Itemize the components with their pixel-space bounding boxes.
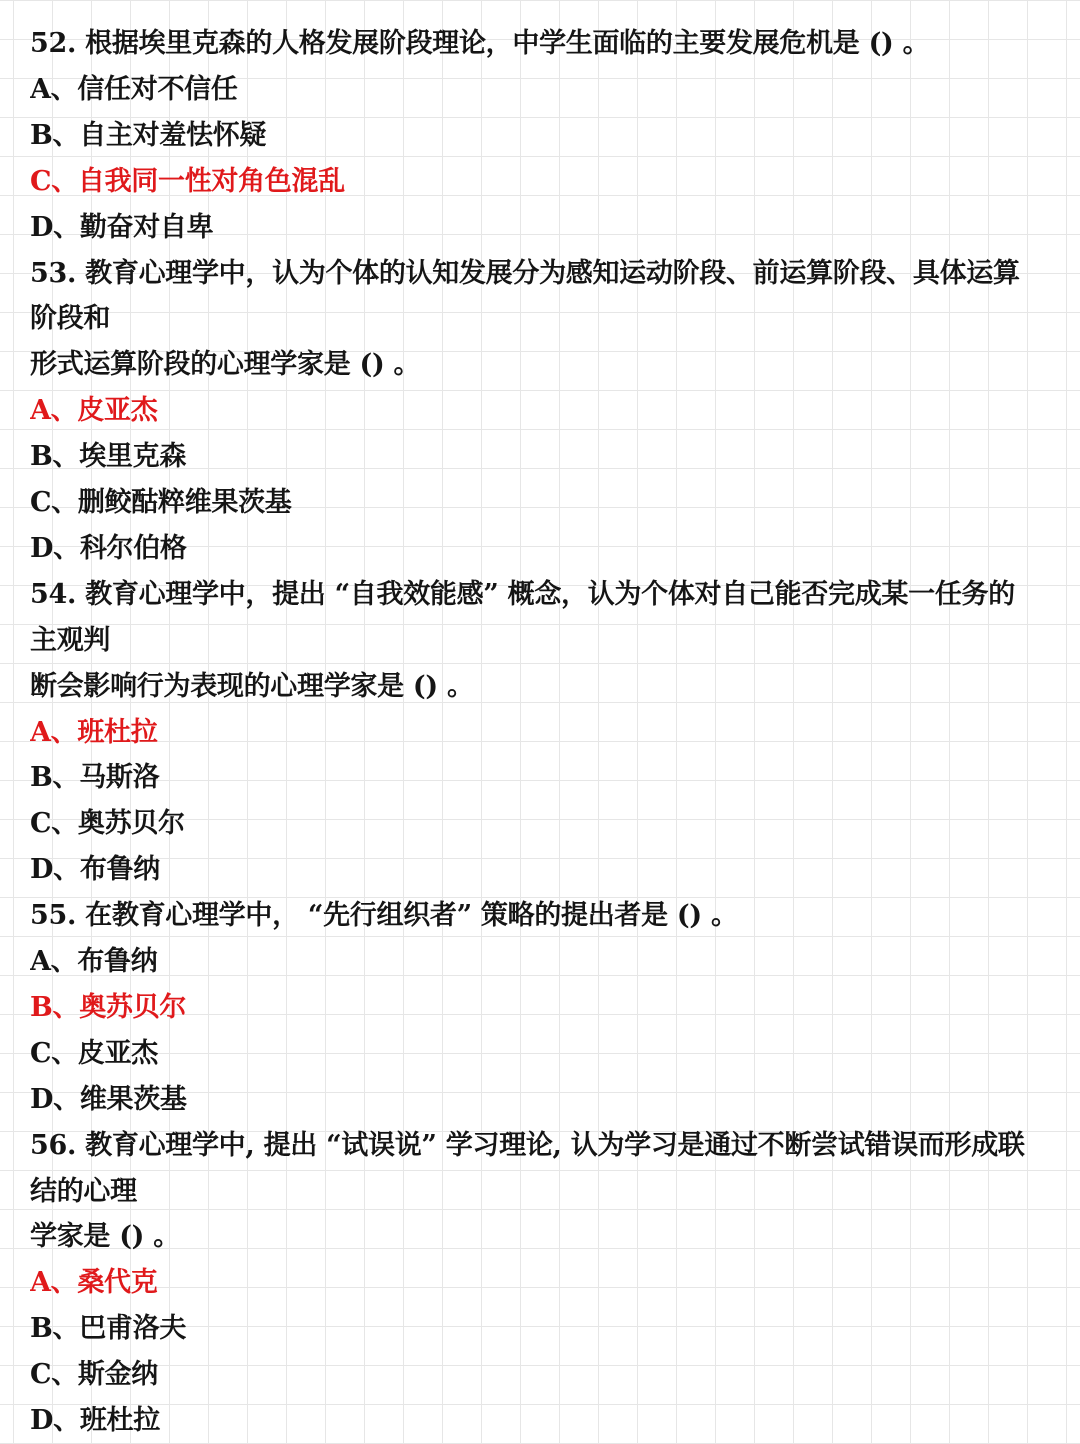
option-line: B、巴甫洛夫 — [30, 1313, 187, 1345]
answer-option-line: A、皮亚杰 — [30, 395, 158, 427]
question-line: 断会影响行为表现的心理学家是 () 。 — [30, 670, 474, 702]
answer-option-line: A、班杜拉 — [30, 716, 158, 748]
answer-option-line: C、自我同一性对角色混乱 — [30, 165, 345, 197]
question-line: 53. 教育心理学中，认为个体的认知发展分为感知运动阶段、前运算阶段、具体运算 — [30, 257, 1020, 289]
option-line: D、班杜拉 — [30, 1405, 160, 1436]
question-line: 阶段和 — [30, 303, 111, 335]
answer-option-line: A、桑代克 — [30, 1267, 158, 1299]
option-line: A、信任对不信任 — [30, 73, 238, 105]
option-line: C、删鲛酤粹维果茨基 — [30, 487, 292, 518]
question-line: 结的心理 — [30, 1175, 137, 1207]
option-line: D、布鲁纳 — [30, 854, 160, 886]
question-line: 学家是 () 。 — [30, 1221, 180, 1253]
option-line: B、自主对羞怯怀疑 — [30, 119, 267, 151]
option-line: D、勤奋对自卑 — [30, 211, 214, 243]
question-line: 55. 在教育心理学中， “先行组织者” 策略的提出者是 () 。 — [30, 900, 738, 932]
question-line: 形式运算阶段的心理学家是 () 。 — [30, 349, 421, 381]
question-line: 56. 教育心理学中, 提出 “试误说” 学习理论, 认为学习是通过不断尝试错误而形成联 — [30, 1129, 1025, 1161]
question-line: 54. 教育心理学中，提出 “自我效能感” 概念，认为个体对自己能否完成某一任务的 — [30, 578, 1015, 610]
option-line: C、奥苏贝尔 — [30, 808, 185, 840]
option-line: B、马斯洛 — [30, 762, 160, 794]
answer-option-line: B、奥苏贝尔 — [30, 991, 187, 1023]
option-line: C、皮亚杰 — [30, 1037, 158, 1069]
question-line: 52. 根据埃里克森的人格发展阶段理论，中学生面临的主要发展危机是 () 。 — [30, 28, 930, 59]
option-line: B、埃里克森 — [30, 441, 187, 473]
option-line: D、维果茨基 — [30, 1083, 187, 1115]
option-line: D、科尔伯格 — [30, 532, 187, 564]
option-line: A、布鲁纳 — [30, 946, 158, 977]
option-line: C、斯金纳 — [30, 1359, 158, 1391]
question-line: 主观判 — [30, 624, 111, 656]
